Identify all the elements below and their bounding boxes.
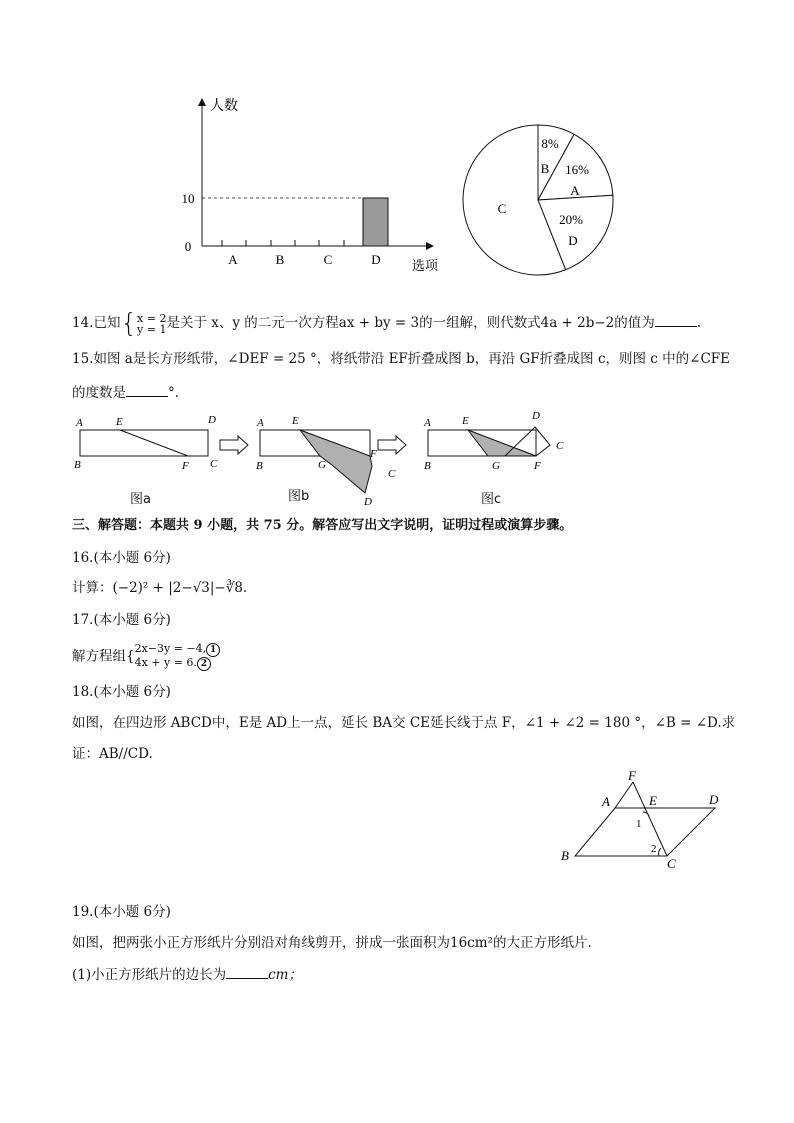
fig-b-F: F	[370, 448, 377, 460]
fig-c-C: C	[556, 440, 564, 452]
y-tick-10: 10	[181, 191, 195, 206]
pie-label-B-pct: 8%	[541, 136, 559, 151]
fig-a-A: A	[76, 417, 83, 429]
pie-label-D: D	[568, 233, 578, 248]
pie-label-A-pct: 16%	[565, 162, 589, 177]
q18-angle-2: 2	[651, 843, 657, 855]
q14-system	[137, 313, 166, 335]
bar-D	[363, 198, 388, 246]
q15-answer-blank[interactable]	[126, 382, 168, 397]
fig-b-A: A	[257, 417, 264, 429]
q14-prefix: 14.已知	[72, 315, 121, 331]
q18-angle-1: 1	[636, 818, 642, 830]
pie-label-C: C	[497, 201, 507, 216]
fig-c-D: D	[532, 410, 540, 422]
q18-label-B: B	[561, 848, 569, 863]
q14-answer-blank[interactable]	[655, 312, 697, 327]
q17-system	[135, 643, 221, 671]
q16-header: 16.(本小题 6分)	[72, 550, 171, 566]
q18-label-D: D	[709, 792, 719, 807]
q17-prefix: 解方程组{	[72, 648, 135, 665]
q15-prefix: 的度数是	[72, 385, 126, 401]
q17-eq1: 2x−3y = −4,	[134, 642, 207, 655]
fig-a-caption: 图a	[130, 492, 151, 507]
y-tick-0: 0	[184, 239, 192, 254]
x-tick-D: D	[371, 252, 381, 267]
arrow-a-to-b	[220, 436, 248, 454]
q17-header: 17.(本小题 6分)	[72, 612, 171, 628]
pie-chart	[458, 120, 618, 280]
fig-a-fold-line	[120, 430, 188, 456]
fig-c-A: A	[424, 417, 431, 429]
q18-figure	[555, 768, 730, 873]
fig-a-F: F	[182, 460, 189, 472]
q17-mark-1: 1	[206, 643, 220, 657]
q14-text: 是关于 x、y 的二元一次方程ax + by = 3的一组解，则代数式4a + 2b−2的值为	[166, 315, 655, 331]
fig-c-E: E	[462, 415, 469, 427]
question-15-line2	[72, 382, 179, 402]
fig-a-rect	[80, 430, 208, 456]
x-tick-C: C	[323, 252, 333, 267]
q14-brace: {	[120, 308, 138, 339]
q16-body: 计算：(−2)² + |2−√3|−∛8.	[72, 580, 248, 596]
pie-label-A: A	[570, 183, 580, 198]
fig-b-C: C	[388, 468, 396, 480]
x-tick-A: A	[228, 252, 238, 267]
q18-line-BF	[615, 782, 633, 808]
x-axis-label: 选项	[412, 258, 439, 273]
fig-c-caption: 图c	[481, 492, 502, 507]
arrow-b-to-c	[378, 436, 406, 454]
q18-line1: 如图，在四边形 ABCD中，E是 AD上一点，延长 BA交 CE延长线于点 F，∠1 + ∠2 = 180 °，∠B = ∠D.求	[72, 715, 736, 731]
q18-line2: 证：AB//CD.	[72, 746, 153, 762]
fig-c-folded-part	[468, 430, 536, 456]
fig-c-F: F	[534, 460, 541, 472]
fig-a-D: D	[208, 414, 216, 426]
q17-eq2: 4x + y = 6.	[134, 656, 197, 669]
q18-parallelogram	[575, 808, 715, 856]
fig-c-G: G	[492, 460, 500, 472]
fig-b-B: B	[256, 460, 263, 472]
q19-line2	[72, 964, 302, 984]
fig-a-B: B	[74, 459, 81, 471]
q19-line1: 如图，把两张小正方形纸片分别沿对角线剪开，拼成一张面积为16cm²的大正方形纸片.	[72, 935, 592, 951]
fig-b-G: G	[318, 459, 326, 471]
x-ticks	[222, 240, 344, 246]
q15-suffix: °.	[168, 385, 180, 401]
fig-b-caption: 图b	[288, 489, 310, 504]
q17-mark-2: 2	[197, 657, 211, 671]
question-15-line1: 15.如图 a是长方形纸带，∠DEF = 25 °，将纸带沿 EF折叠成图 b，再沿 GF折叠成图 c，则图 c 中的∠CFE	[72, 351, 731, 367]
q18-label-C: C	[667, 856, 676, 871]
q18-label-F: F	[628, 768, 636, 783]
y-axis-label: 人数	[210, 99, 238, 114]
q19-prefix: (1)小正方形纸片的边长为	[72, 967, 227, 983]
fig-b-E: E	[292, 415, 299, 427]
q18-header: 18.(本小题 6分)	[72, 684, 171, 700]
q19-header: 19.(本小题 6分)	[72, 904, 171, 920]
q18-angle-2-arc	[659, 848, 661, 856]
fig-a-C: C	[210, 458, 218, 470]
question-14	[72, 308, 702, 339]
pie-label-B: B	[540, 161, 550, 176]
q17-body	[72, 643, 220, 671]
fig-b-folded-part	[300, 430, 372, 493]
section-3-heading: 三、解答题：本题共 9 小题，共 75 分。解答应写出文字说明，证明过程或演算步骤。	[72, 518, 573, 533]
q18-label-A: A	[602, 794, 610, 809]
fig-a-E: E	[116, 416, 123, 428]
q19-suffix: cm；	[268, 967, 302, 983]
fig-c-B: B	[424, 460, 431, 472]
x-tick-B: B	[275, 252, 285, 267]
q18-label-E: E	[649, 793, 657, 808]
fig-b-D: D	[364, 496, 372, 505]
bar-chart	[170, 90, 445, 280]
q14-eq2: y = 1	[137, 322, 167, 336]
q14-suffix: .	[696, 315, 702, 331]
pie-label-D-pct: 20%	[559, 212, 583, 227]
q14-eq1: x = 2	[137, 311, 167, 325]
q19-answer-blank[interactable]	[226, 964, 268, 979]
